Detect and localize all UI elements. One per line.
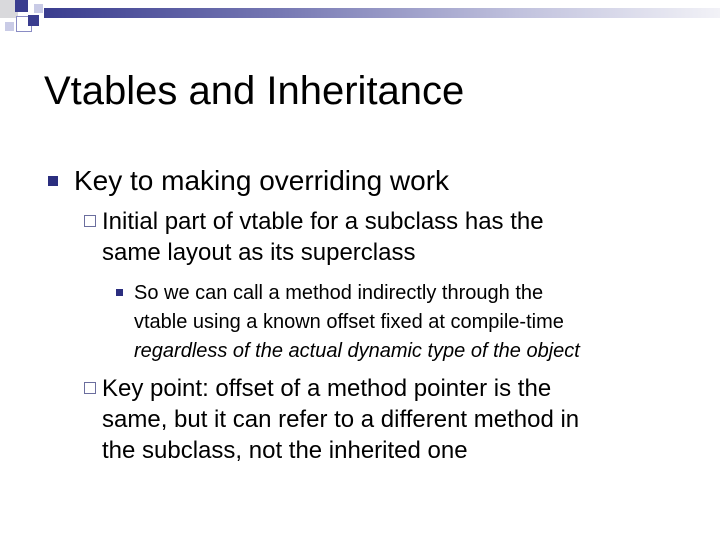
bullet-level-3 [116, 279, 686, 366]
square-bullet-icon [48, 176, 58, 186]
bullet-text [84, 206, 684, 268]
header-gradient-bar [44, 8, 720, 18]
bullet-line: same, but it can refer to a different method in [102, 406, 580, 433]
hollow-square-bullet-icon [84, 382, 96, 394]
bullet-line: same layout as its superclass [102, 239, 416, 266]
bullet-text [84, 373, 684, 466]
bullet-line: Initial part of vtable for a subclass has the [102, 208, 544, 235]
bullet-line: vtable using a known offset fixed at compile-time [134, 311, 564, 333]
bullet-level-2 [84, 373, 684, 466]
bullet-level-2 [84, 206, 684, 268]
bullet-text: Key to making overriding work [74, 165, 450, 196]
corner-decoration-square [15, 0, 28, 12]
slide-title: Vtables and Inheritance [44, 69, 465, 113]
bullet-line-italic: regardless of the actual dynamic type of the object [134, 340, 580, 362]
corner-decoration-square [34, 4, 43, 13]
corner-decoration-square [28, 15, 39, 26]
bullet-line: Key point: offset of a method pointer is the [102, 375, 552, 402]
bullet-line: the subclass, not the inherited one [102, 437, 468, 464]
hollow-square-bullet-icon [84, 215, 96, 227]
bullet-text [116, 279, 686, 366]
corner-decoration-square [5, 22, 14, 31]
square-bullet-icon [116, 289, 123, 296]
bullet-line: So we can call a method indirectly through the [134, 282, 544, 304]
